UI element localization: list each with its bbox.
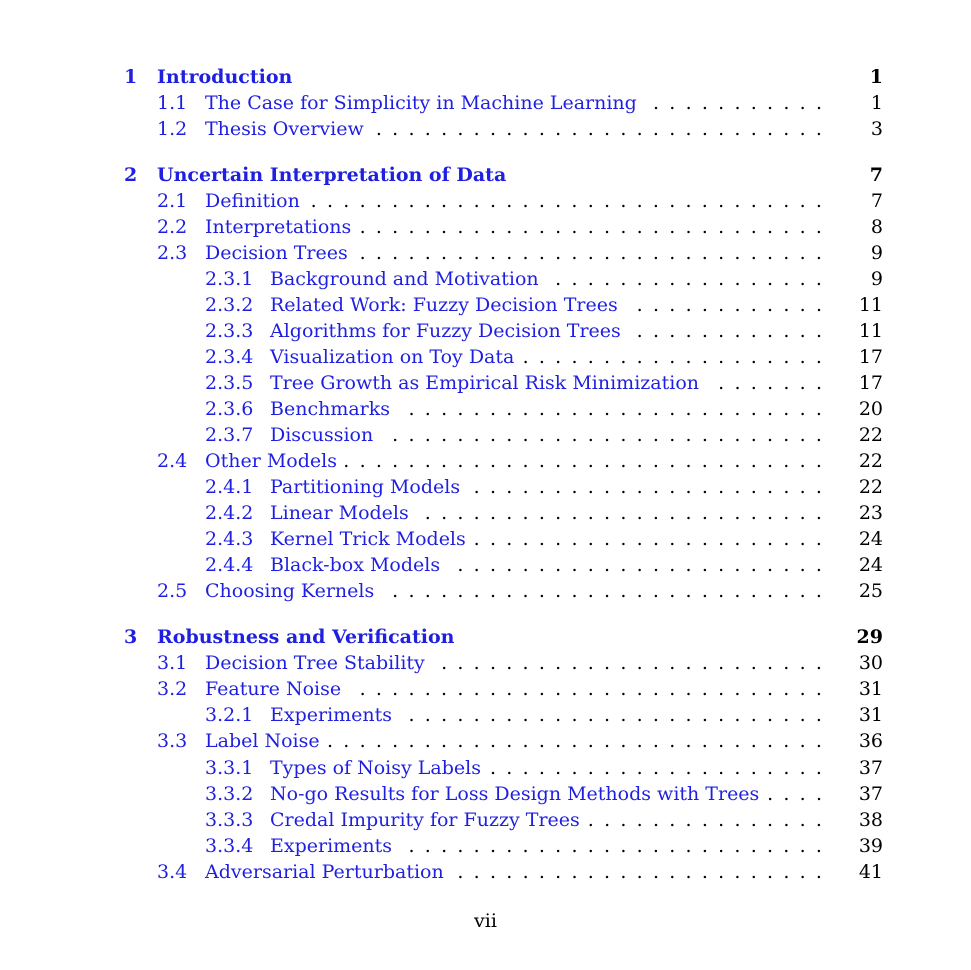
toc-entry-title[interactable]: Interpretations — [205, 216, 352, 238]
dot-leader: . . . . . . . . . . . . . . . . . . . . . . . . . . — [408, 835, 822, 857]
toc-entry-number[interactable]: 3.4 — [157, 861, 188, 883]
dot-leader: . . . . . . . . . . . . . . . . . . . — [522, 346, 822, 368]
toc-entry-subsection[interactable] — [0, 500, 971, 526]
toc-entry-number[interactable]: 1.1 — [157, 92, 188, 114]
toc-entry-section[interactable] — [0, 448, 971, 474]
toc-entry-section[interactable] — [0, 188, 971, 214]
toc-entry-number[interactable]: 3.3.4 — [205, 835, 254, 857]
toc-entry-number[interactable]: 3.3.3 — [205, 809, 254, 831]
toc-entry-page-number: 24 — [858, 554, 883, 576]
toc-entry-page-number: 7 — [869, 164, 883, 186]
toc-entry-subsection[interactable] — [0, 807, 971, 833]
toc-entry-subsection[interactable] — [0, 292, 971, 318]
toc-entry-number[interactable]: 2.4.1 — [205, 476, 254, 498]
dot-leader: . . . . . . . . . . . . . . . . . . . . . . . . . . . . . — [359, 242, 822, 264]
toc-entry-number[interactable]: 2.3.2 — [205, 294, 254, 316]
dot-leader: . . . . — [767, 783, 822, 805]
toc-entry-page-number: 1 — [869, 66, 883, 88]
page-number-footer: vii — [474, 910, 497, 932]
dot-leader: . . . . . . . . . . . . . . . . . . . . . . . . . . . . . . . — [326, 730, 822, 752]
toc-entry-title[interactable]: Introduction — [157, 66, 293, 88]
toc-entry-page-number: 23 — [858, 502, 883, 524]
toc-entry-number[interactable]: 2.3.4 — [205, 346, 254, 368]
toc-entry-subsection[interactable] — [0, 344, 971, 370]
toc-entry-section[interactable] — [0, 578, 971, 604]
toc-entry-number[interactable]: 2.5 — [157, 580, 188, 602]
toc-entry-title[interactable]: Thesis Overview — [205, 118, 364, 140]
toc-entry-page-number: 8 — [870, 216, 883, 238]
toc-entry-page-number: 20 — [858, 398, 883, 420]
toc-entry-number[interactable]: 3.1 — [157, 652, 188, 674]
toc-entry-title[interactable]: Algorithms for Fuzzy Decision Trees — [270, 320, 621, 342]
toc-entry-page-number: 3 — [870, 118, 883, 140]
toc-entry-section[interactable] — [0, 214, 971, 240]
toc-entry-title[interactable]: Experiments — [270, 704, 393, 726]
toc-entry-title[interactable]: Experiments — [270, 835, 393, 857]
toc-entry-subsection[interactable] — [0, 781, 971, 807]
toc-entry-section[interactable] — [0, 240, 971, 266]
toc-entry-title[interactable]: Feature Noise — [205, 678, 342, 700]
toc-entry-page-number: 7 — [870, 190, 883, 212]
toc-entry-number[interactable]: 2.1 — [157, 190, 188, 212]
toc-entry-subsection[interactable] — [0, 422, 971, 448]
toc-entry-page-number: 31 — [858, 704, 883, 726]
dot-leader: . . . . . . . . . . . . . . . . . . . . . . . . . . . . — [375, 118, 822, 140]
dot-leader: . . . . . . . . . . . . . . . . . . . . . . . . . . . . . — [359, 216, 822, 238]
toc-entry-number[interactable]: 2.3.6 — [205, 398, 254, 420]
toc-entry-title[interactable]: The Case for Simplicity in Machine Learning — [205, 92, 637, 114]
dot-leader: . . . . . . . . . . . . — [636, 320, 822, 342]
toc-entry-page-number: 22 — [858, 424, 883, 446]
dot-leader: . . . . . . . . . . . . . . . . . . . . . . . . . . . — [392, 424, 822, 446]
toc-entry-page-number: 37 — [858, 783, 883, 805]
dot-leader: . . . . . . . . . . . . . . . . . . . . . . . . . . — [408, 704, 822, 726]
toc-entry-number[interactable]: 3 — [124, 626, 138, 648]
toc-entry-page-number: 30 — [858, 652, 883, 674]
toc-entry-number[interactable]: 3.2 — [157, 678, 188, 700]
dot-leader: . . . . . . . . . . . . . . . . . . . . . . . . . — [424, 502, 822, 524]
toc-entry-number[interactable]: 3.3.2 — [205, 783, 254, 805]
toc-entry-title[interactable]: Related Work: Fuzzy Decision Trees — [270, 294, 618, 316]
toc-entry-subsection[interactable] — [0, 266, 971, 292]
toc-entry-subsection[interactable] — [0, 396, 971, 422]
toc-entry-section[interactable] — [0, 859, 971, 885]
toc-entry-number[interactable]: 2.3.7 — [205, 424, 254, 446]
dot-leader: . . . . . . . . . . . . . . . . . . . . . — [489, 757, 822, 779]
toc-entry-title[interactable]: Discussion — [270, 424, 374, 446]
toc-entry-subsection[interactable] — [0, 474, 971, 500]
toc-entry-page-number: 37 — [858, 757, 883, 779]
dot-leader: . . . . . . . . . . . . . . . . . . . . . . . . — [441, 652, 822, 674]
toc-entry-title[interactable]: Kernel Trick Models — [270, 528, 466, 550]
toc-entry-subsection[interactable] — [0, 833, 971, 859]
dot-leader: . . . . . . . . . . . . . . . . . . . . . . — [473, 476, 822, 498]
toc-entry-page-number: 9 — [870, 268, 883, 290]
toc-entry-number[interactable]: 2.2 — [157, 216, 188, 238]
dot-leader: . . . . . . . . . . . . . . . . . . . . . . . . . . . . . . — [343, 450, 822, 472]
toc-entry-number[interactable]: 3.3 — [157, 730, 188, 752]
toc-entry-title[interactable]: Uncertain Interpretation of Data — [157, 164, 507, 186]
dot-leader: . . . . . . . . . . . . . . . . . . . . . . . . . . . — [392, 580, 822, 602]
toc-entry-title[interactable]: Linear Models — [270, 502, 409, 524]
toc-entry-section[interactable] — [0, 728, 971, 754]
toc-entry-number[interactable]: 2.3.1 — [205, 268, 254, 290]
toc-entry-subsection[interactable] — [0, 526, 971, 552]
toc-entry-title[interactable]: Benchmarks — [270, 398, 391, 420]
dot-leader: . . . . . . . . . . . . — [636, 294, 822, 316]
toc-entry-number[interactable]: 3.2.1 — [205, 704, 254, 726]
toc-entry-title[interactable]: Background and Motivation — [270, 268, 539, 290]
dot-leader: . . . . . . . . . . . . . . . . . . . . . . . . . . — [408, 398, 822, 420]
toc-entry-title[interactable]: Robustness and Verification — [157, 626, 455, 648]
dot-leader: . . . . . . . . . . . . . . . — [587, 809, 822, 831]
toc-entry-number[interactable]: 1 — [124, 66, 138, 88]
toc-entry-page-number: 1 — [870, 92, 883, 114]
toc-entry-page-number: 17 — [858, 346, 883, 368]
toc-entry-subsection[interactable] — [0, 755, 971, 781]
toc-entry-number[interactable]: 2 — [124, 164, 138, 186]
dot-leader: . . . . . . . . . . . . . . . . . — [555, 268, 822, 290]
toc-entry-section[interactable] — [0, 650, 971, 676]
toc-entry-title[interactable]: Choosing Kernels — [205, 580, 375, 602]
toc-entry-title[interactable]: Adversarial Perturbation — [205, 861, 444, 883]
toc-entry-number[interactable]: 2.4.3 — [205, 528, 254, 550]
toc-entry-section[interactable] — [0, 116, 971, 142]
toc-entry-title[interactable]: Types of Noisy Labels — [270, 757, 481, 779]
toc-entry-title[interactable]: Partitioning Models — [270, 476, 461, 498]
toc-entry-subsection[interactable] — [0, 702, 971, 728]
toc-entry-page-number: 39 — [858, 835, 883, 857]
toc-entry-page-number: 11 — [858, 294, 883, 316]
dot-leader: . . . . . . . . . . . . . . . . . . . . . . . — [457, 861, 822, 883]
toc-entry-number[interactable]: 2.4.2 — [205, 502, 254, 524]
toc-entry-page-number: 11 — [858, 320, 883, 342]
toc-entry-subsection[interactable] — [0, 370, 971, 396]
toc-entry-page-number: 17 — [858, 372, 883, 394]
toc-entry-number[interactable]: 2.3.3 — [205, 320, 254, 342]
toc-entry-page-number: 9 — [870, 242, 883, 264]
dot-leader: . . . . . . . . . . . . . . . . . . . . . . — [473, 528, 822, 550]
toc-entry-title[interactable]: Decision Trees — [205, 242, 348, 264]
toc-entry-number[interactable]: 2.3.5 — [205, 372, 254, 394]
toc-entry-page-number: 38 — [858, 809, 883, 831]
toc-entry-page-number: 22 — [858, 450, 883, 472]
toc-entry-title[interactable]: Definition — [205, 190, 300, 212]
toc-entry-number[interactable]: 2.4 — [157, 450, 188, 472]
toc-entry-page-number: 36 — [858, 730, 883, 752]
toc-entry-title[interactable]: Black-box Models — [270, 554, 441, 576]
toc-entry-title[interactable]: Decision Tree Stability — [205, 652, 425, 674]
dot-leader: . . . . . . . — [718, 372, 822, 394]
toc-entry-number[interactable]: 3.3.1 — [205, 757, 254, 779]
toc-entry-chapter[interactable] — [0, 162, 971, 188]
toc-entry-page-number: 41 — [858, 861, 883, 883]
toc-entry-title[interactable]: No-go Results for Loss Design Methods with Trees — [270, 783, 760, 805]
toc-entry-page-number: 29 — [856, 626, 883, 648]
toc-entry-chapter[interactable] — [0, 624, 971, 650]
toc-entry-chapter[interactable] — [0, 64, 971, 90]
toc-entry-title[interactable]: Other Models — [205, 450, 337, 472]
toc-entry-title[interactable]: Visualization on Toy Data — [270, 346, 515, 368]
dot-leader: . . . . . . . . . . . . . . . . . . . . . . . — [457, 554, 822, 576]
toc-entry-title[interactable]: Credal Impurity for Fuzzy Trees — [270, 809, 580, 831]
toc-entry-page-number: 31 — [858, 678, 883, 700]
toc-entry-number[interactable]: 2.3 — [157, 242, 188, 264]
toc-entry-title[interactable]: Tree Growth as Empirical Risk Minimization — [270, 372, 699, 394]
dot-leader: . . . . . . . . . . . . . . . . . . . . . . . . . . . . . . . . — [310, 190, 822, 212]
toc-entry-number[interactable]: 1.2 — [157, 118, 188, 140]
toc-entry-subsection[interactable] — [0, 318, 971, 344]
toc-entry-page-number: 24 — [858, 528, 883, 550]
toc-entry-page-number: 22 — [858, 476, 883, 498]
toc-entry-subsection[interactable] — [0, 552, 971, 578]
toc-entry-page-number: 25 — [858, 580, 883, 602]
dot-leader: . . . . . . . . . . . . . . . . . . . . . . . . . . . . . — [359, 678, 822, 700]
dot-leader: . . . . . . . . . . . — [652, 92, 822, 114]
toc-entry-title[interactable]: Label Noise — [205, 730, 320, 752]
toc-entry-section[interactable] — [0, 676, 971, 702]
toc-entry-number[interactable]: 2.4.4 — [205, 554, 254, 576]
toc-entry-section[interactable] — [0, 90, 971, 116]
